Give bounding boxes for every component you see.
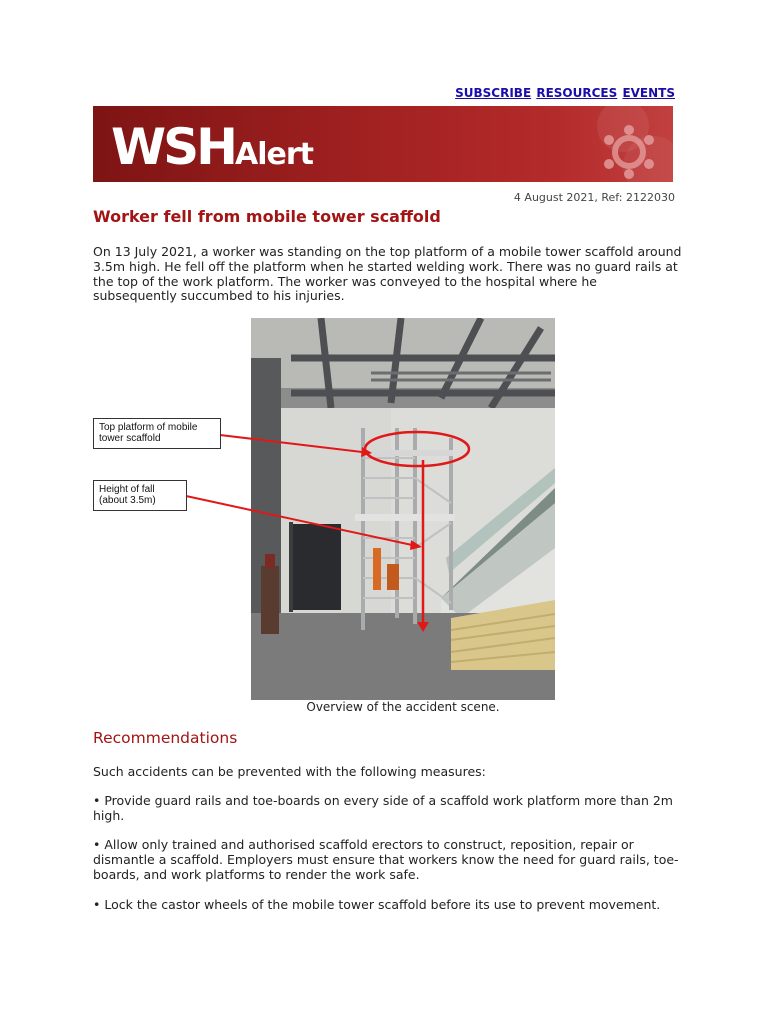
- logo-main: WSH: [111, 118, 236, 176]
- logo-sub: Alert: [235, 137, 313, 172]
- date-reference: 4 August 2021, Ref: 2122030: [513, 191, 675, 204]
- figure-caption: Overview of the accident scene.: [306, 700, 500, 714]
- intro-paragraph: On 13 July 2021, a worker was standing on the top platform of a mobile tower scaffold around 3.5m high. He fell off the platform when he started welding work. There was no guard rails at the top of the work platform. The worker was conveyed to the hospital where he subsequently succumbed to his injuries.: [93, 244, 682, 304]
- recommendation-item: • Allow only trained and authorised scaffold erectors to construct, reposition, repair or dismantle a scaffold. Employers must ensure that workers know the need for guard rails, toe-boards, and work platforms to render the work safe.: [93, 837, 679, 882]
- alert-title: Worker fell from mobile tower scaffold: [93, 207, 441, 226]
- resources-link[interactable]: RESOURCES: [536, 86, 618, 100]
- callout-height-of-fall: Height of fall (about 3.5m): [93, 480, 187, 511]
- subscribe-link[interactable]: SUBSCRIBE: [455, 86, 532, 100]
- recommendations-heading: Recommendations: [93, 729, 238, 747]
- callout-top-platform: Top platform of mobile tower scaffold: [93, 418, 221, 449]
- recommendations-lead: Such accidents can be prevented with the following measures:: [93, 764, 486, 779]
- recommendation-item: • Lock the castor wheels of the mobile tower scaffold before its use to prevent movement.: [93, 897, 661, 912]
- recommendation-item: • Provide guard rails and toe-boards on every side of a scaffold work platform more than 2m high.: [93, 793, 673, 823]
- events-link[interactable]: EVENTS: [622, 86, 675, 100]
